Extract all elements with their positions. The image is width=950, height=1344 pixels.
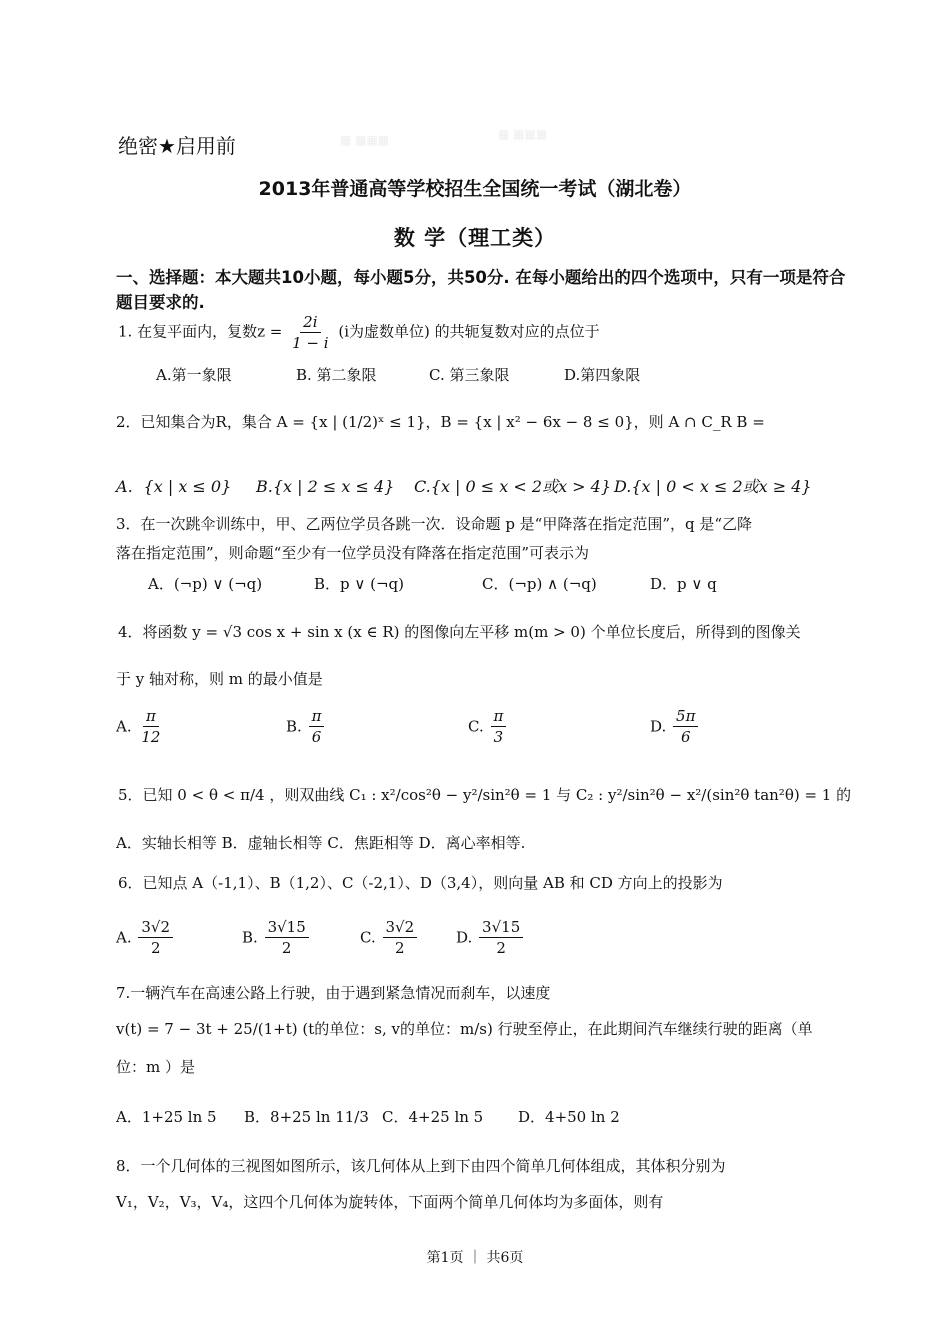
q3-option-b: B．p ∨ (¬q) [314, 575, 405, 593]
q3-options [148, 573, 717, 594]
q7-option-d: D．4+50 ln 2 [518, 1108, 620, 1126]
question-4-line-2: 于 y 轴对称，则 m 的最小值是 [116, 670, 323, 688]
q6-option-d [456, 917, 525, 958]
page-footer: 第1页 ｜ 共6页 [426, 1250, 524, 1266]
question-2: 2．已知集合为R，集合 A = {x | (1/2)ˣ ≤ 1}，B = {x | x² − 6x − 8 ≤ 0}，则 A ∩ C_R B = [116, 413, 765, 431]
q2-option-a: A．{x | x ≤ 0} [116, 477, 232, 496]
q1-denominator: 1 − i [292, 334, 329, 352]
q3-option-d: D．p ∨ q [650, 575, 717, 593]
q6-option-b-label: B. [242, 928, 258, 947]
exam-title: 2013年普通高等学校招生全国统一考试（湖北卷） [258, 178, 692, 200]
question-4-line-1: 4．将函数 y = √3 cos x + sin x (x ∈ R) 的图像向左平移 m(m > 0) 个单位长度后，所得到的图像关 [118, 623, 801, 641]
q4-a-den: 12 [141, 728, 161, 746]
q3-option-c: C．(¬p) ∧ (¬q) [482, 575, 597, 593]
q6-c-den: 2 [395, 939, 405, 957]
q6-b-den: 2 [281, 939, 292, 957]
q2-option-d: D.{x | 0 < x ≤ 2或x ≥ 4} [614, 477, 812, 496]
q1-fraction [289, 312, 331, 353]
q4-option-b [286, 706, 326, 747]
q1-option-b: B. 第二象限 [296, 366, 377, 384]
q3-option-a: A．(¬p) ∨ (¬q) [148, 575, 263, 593]
q7-options [116, 1106, 620, 1127]
question-8-line-1: 8．一个几何体的三视图如图所示，该几何体从上到下由四个简单几何体组成，其体积分别为 [116, 1157, 726, 1175]
confidential-label: 绝密★启用前 [118, 134, 236, 158]
q1-option-d: D.第四象限 [564, 366, 641, 384]
q4-option-c-label: C. [468, 717, 484, 736]
q1-text: 1. 在复平面内，复数z = [118, 322, 283, 341]
q4-option-c [468, 706, 508, 747]
question-6: 6．已知点 A（-1,1）、B（1,2）、C（-2,1）、D（3,4），则向量 AB 和 CD 方向上的投影为 [118, 874, 723, 892]
section-heading: 一、选择题：本大题共10小题，每小题5分，共50分. 在每小题给出的四个选项中，只有一项是符合题目要求的. [116, 268, 846, 312]
question-3-line-2: 落在指定范围”，则命题“至少有一位学员没有降落在指定范围”可表示为 [116, 544, 590, 562]
q1-option-c: C. 第三象限 [429, 366, 510, 384]
q7-option-b: B．8+25 ln 11/3 [244, 1108, 369, 1126]
q7-option-a: A．1+25 ln 5 [116, 1108, 217, 1126]
q4-d-den: 6 [680, 728, 691, 746]
q6-a-num: 3√2 [138, 917, 173, 938]
q6-d-den: 2 [496, 939, 506, 957]
watermark: ▦ ▦▦▦ [498, 127, 548, 141]
q6-b-num: 3√15 [265, 917, 309, 938]
q6-option-d-label: D. [456, 928, 473, 947]
q1-options [156, 364, 640, 385]
subject-title: 数 学（理工类） [393, 226, 557, 250]
q6-option-c-label: C. [360, 928, 376, 947]
q4-option-a [116, 706, 165, 747]
q4-c-den: 3 [493, 728, 504, 746]
q4-option-d-label: D. [650, 717, 667, 736]
q6-option-c [360, 917, 419, 958]
q6-c-num: 3√2 [383, 917, 418, 938]
q6-option-a [116, 917, 175, 958]
q1-option-a: A.第一象限 [156, 366, 232, 384]
q4-b-num: π [309, 706, 325, 727]
q4-b-den: 6 [311, 728, 322, 746]
q6-option-a-label: A. [116, 928, 132, 947]
q7-option-c: C．4+25 ln 5 [382, 1108, 484, 1126]
question-1 [118, 312, 600, 353]
q4-d-num: 5π [673, 706, 698, 727]
q4-a-num: π [143, 706, 159, 727]
question-7-line-1: 7.一辆汽车在高速公路上行驶，由于遇到紧急情况而刹车，以速度 [116, 984, 551, 1002]
watermark: ▦ ▦▦▦ [340, 133, 390, 147]
q4-option-d [650, 706, 700, 747]
q1-numerator: 2i [300, 312, 320, 333]
q6-d-num: 3√15 [479, 917, 523, 938]
q4-c-num: π [491, 706, 507, 727]
q2-options [116, 474, 812, 497]
q6-option-b [242, 917, 311, 958]
q5-options: A．实轴长相等 B．虚轴长相等 C．焦距相等 D．离心率相等. [116, 834, 526, 852]
question-7-line-2: v(t) = 7 − 3t + 25/(1+t) (t的单位：s, v的单位：m/s) 行驶至停止，在此期间汽车继续行驶的距离（单 [116, 1020, 813, 1038]
q2-option-c: C.{x | 0 ≤ x < 2或x > 4} [414, 477, 612, 496]
q1-suffix: (i为虚数单位) 的共轭复数对应的点位于 [338, 322, 600, 341]
question-5: 5．已知 0 < θ < π/4 ，则双曲线 C₁ : x²/cos²θ − y²/sin²θ = 1 与 C₂ : y²/sin²θ − x²/(sin²θ tan²θ) = 1 的 [118, 786, 852, 804]
q4-option-a-label: A. [116, 717, 132, 736]
question-3-line-1: 3．在一次跳伞训练中，甲、乙两位学员各跳一次．设命题 p 是“甲降落在指定范围”，q 是“乙降 [116, 515, 753, 533]
q4-option-b-label: B. [286, 717, 302, 736]
q6-a-den: 2 [150, 939, 161, 957]
question-7-line-3: 位：m ）是 [116, 1058, 195, 1076]
question-8-line-2: V₁，V₂，V₃，V₄，这四个几何体为旋转体，下面两个简单几何体均为多面体，则有 [116, 1193, 664, 1211]
q2-option-b: B.{x | 2 ≤ x ≤ 4} [256, 477, 395, 496]
